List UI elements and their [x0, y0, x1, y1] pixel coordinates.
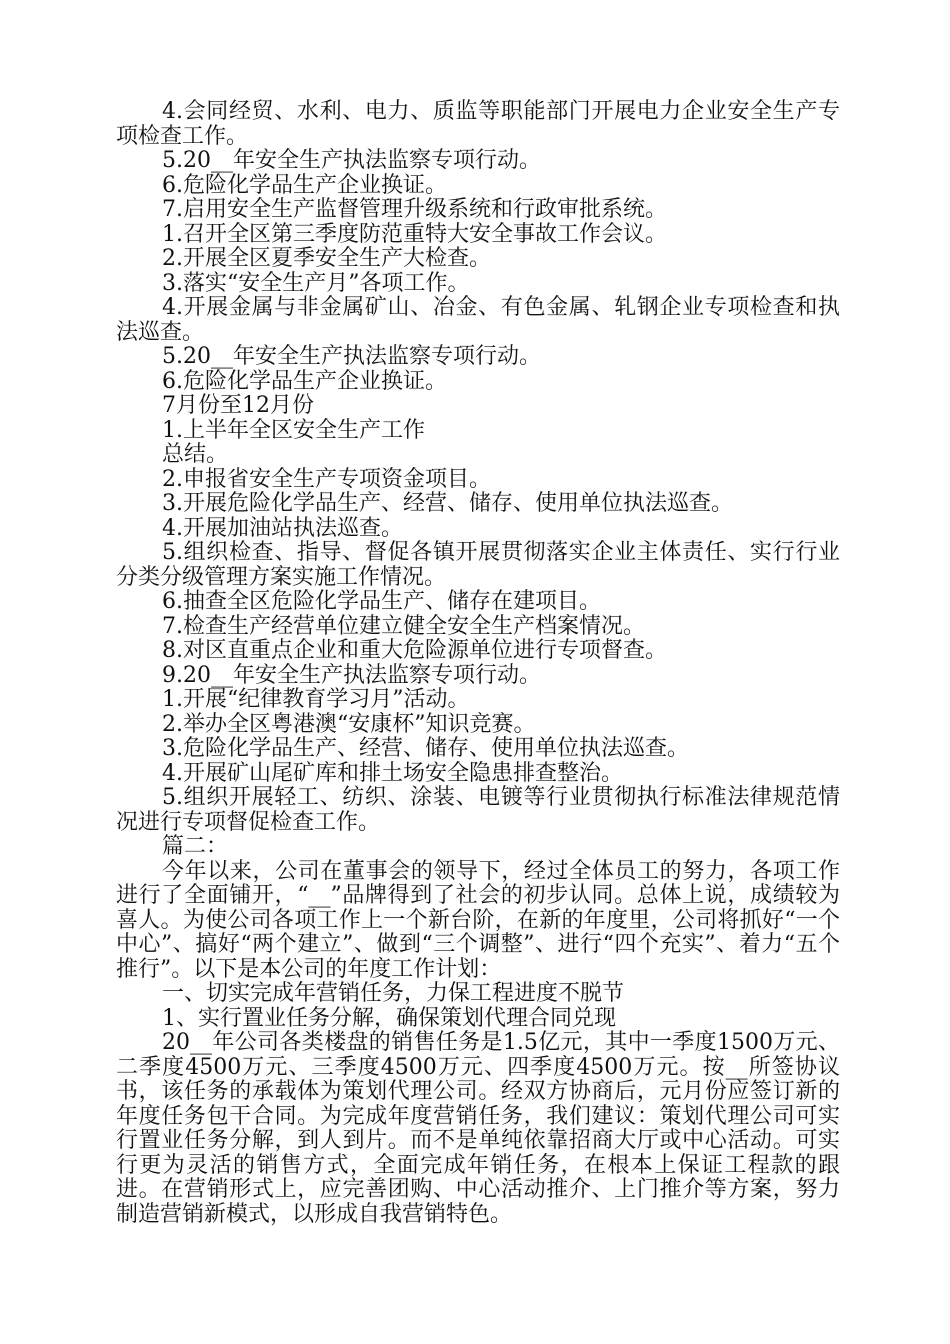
paragraph: 2.申报省安全生产专项资金项目。 — [162, 466, 491, 492]
paragraph: 1.上半年全区安全生产工作 — [162, 417, 425, 443]
section-heading: 篇二： — [162, 834, 229, 859]
paragraph: 6.危险化学品生产企业换证。 — [162, 368, 447, 394]
paragraph: 2.开展全区夏季安全生产大检查。 — [162, 246, 491, 271]
paragraph: 总结。 — [162, 442, 229, 467]
paragraph: 4.开展金属与非金属矿山、冶金、有色金属、轧钢企业专项检查和执法巡查。 — [116, 295, 840, 345]
paragraph: 6.抽查全区危险化学品生产、储存在建项目。 — [162, 589, 601, 614]
section-heading: 7月份至12月份 — [162, 393, 314, 418]
paragraph: 8.对区直重点企业和重大危险源单位进行专项督查。 — [162, 638, 667, 663]
paragraph: 4.开展加油站执法巡查。 — [162, 515, 403, 541]
paragraph: 7.启用安全生产监督管理升级系统和行政审批系统。 — [162, 197, 667, 222]
paragraph: 3.开展危险化学品生产、经营、储存、使用单位执法巡查。 — [162, 491, 733, 516]
paragraph: 3.危险化学品生产、经营、储存、使用单位执法巡查。 — [162, 736, 689, 761]
section-heading: 一、切实完成年营销任务，力保工程进度不脱节 — [162, 981, 625, 1006]
section-heading: 1、实行置业任务分解，确保策划代理合同兑现 — [162, 1005, 616, 1031]
paragraph: 今年以来，公司在董事会的领导下，经过全体员工的努力，各项工作进行了全面铺开，“__”品牌得到了社会的初步认同。总体上说，成绩较为喜人。为使公司各项工作上一个新台阶，在新的年度里，公司将抓好“一个中心”、搞好“两个建立”、做到“三个调整”、进行“四个充实”、着力“五个推行”。以下是本公司的年度工作计划： — [116, 858, 840, 982]
paragraph: 6.危险化学品生产企业换证。 — [162, 172, 447, 198]
paragraph: 20__年公司各类楼盘的销售任务是1.5亿元，其中一季度1500万元、二季度4500万元、三季度4500万元、四季度4500万元。按__所签协议书，该任务的承载体为策划代理公司。经双方协商后，元月份应签订新的年度任务包干合同。为完成年度营销任务，我们建议：策划代理公司可实行置业任务分解，到人到片。而不是单纯依靠招商大厅或中心活动。可实行更为灵活的销售方式，全面完成年销任务，在根本上保证工程款的跟进。在营销形式上，应完善团购、中心活动推介、上门推介等方案，努力制造营销新模式，以形成自我营销特色。 — [116, 1030, 840, 1227]
paragraph: 1.召开全区第三季度防范重特大安全事故工作会议。 — [162, 221, 667, 247]
paragraph: 2.举办全区粤港澳“安康杯”知识竞赛。 — [162, 711, 536, 737]
paragraph: 3.落实“安全生产月”各项工作。 — [162, 270, 470, 296]
paragraph: 5.组织开展轻工、纺织、涂装、电镀等行业贯彻执行标准法律规范情况进行专项督促检查工作。 — [116, 785, 840, 835]
paragraph: 4.会同经贸、水利、电力、质监等职能部门开展电力企业安全生产专项检查工作。 — [116, 99, 840, 149]
paragraph: 4.开展矿山尾矿库和排土场安全隐患排查整治。 — [162, 760, 623, 786]
paragraph: 5.组织检查、指导、督促各镇开展贯彻落实企业主体责任、实行行业分类分级管理方案实施工作情况。 — [116, 540, 840, 590]
paragraph: 9.20__年安全生产执法监察专项行动。 — [162, 662, 541, 688]
paragraph: 5.20__年安全生产执法监察专项行动。 — [162, 148, 541, 173]
paragraph: 7.检查生产经营单位建立健全安全生产档案情况。 — [162, 613, 645, 639]
paragraph: 1.开展“纪律教育学习月”活动。 — [162, 687, 470, 712]
document-body — [116, 100, 840, 1227]
paragraph: 5.20__年安全生产执法监察专项行动。 — [162, 344, 541, 369]
